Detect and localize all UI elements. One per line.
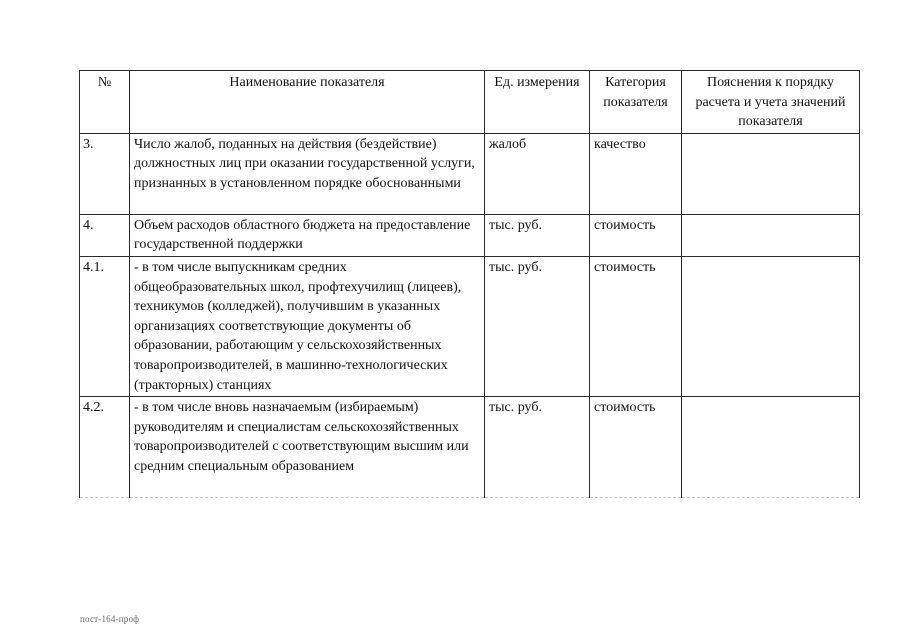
row-number: 4.: [80, 214, 130, 256]
header-indicator-name: Наименование показателя: [130, 71, 485, 134]
table-header-row: [80, 71, 860, 134]
row-number: 4.2.: [80, 397, 130, 498]
row-indicator-name: - в том числе вновь назначаемым (избираемым) руководителям и специалистам сельскохозяйственных товаропроизводителей с соответствующим высшим или средним специальным образованием: [130, 397, 485, 498]
row-category: качество: [590, 133, 682, 214]
header-notes: Пояснения к порядку расчета и учета значений показателя: [682, 71, 860, 134]
row-notes: [682, 397, 860, 498]
table-row: [80, 397, 860, 498]
row-number: 4.1.: [80, 256, 130, 396]
row-unit: тыс. руб.: [485, 214, 590, 256]
header-number: №: [80, 71, 130, 134]
row-unit: тыс. руб.: [485, 256, 590, 396]
row-category: стоимость: [590, 256, 682, 396]
row-notes: [682, 133, 860, 214]
row-notes: [682, 256, 860, 396]
row-unit: жалоб: [485, 133, 590, 214]
row-indicator-name: Число жалоб, поданных на действия (бездействие) должностных лиц при оказании государственной услуги, признанных в установленном порядке обоснованными: [130, 133, 485, 214]
table-row: [80, 133, 860, 214]
row-category: стоимость: [590, 397, 682, 498]
header-unit: Ед. измерения: [485, 71, 590, 134]
row-indicator-name: - в том числе выпускникам средних общеобразовательных школ, профтехучилищ (лицеев), техникумов (колледжей), получившим в указанных организациях соответствующие документы об образовании, работающим у сельскохозяйственных товаропроизводителей, в машинно-технологических (тракторных) станциях: [130, 256, 485, 396]
row-indicator-name: Объем расходов областного бюджета на предоставление государственной поддержки: [130, 214, 485, 256]
table-row: [80, 214, 860, 256]
row-category: стоимость: [590, 214, 682, 256]
table-row: [80, 256, 860, 396]
indicators-table: [79, 70, 860, 498]
header-category: Категория показателя: [590, 71, 682, 134]
row-unit: тыс. руб.: [485, 397, 590, 498]
row-number: 3.: [80, 133, 130, 214]
footer-file-id: пост-164-проф: [80, 614, 140, 624]
row-notes: [682, 214, 860, 256]
